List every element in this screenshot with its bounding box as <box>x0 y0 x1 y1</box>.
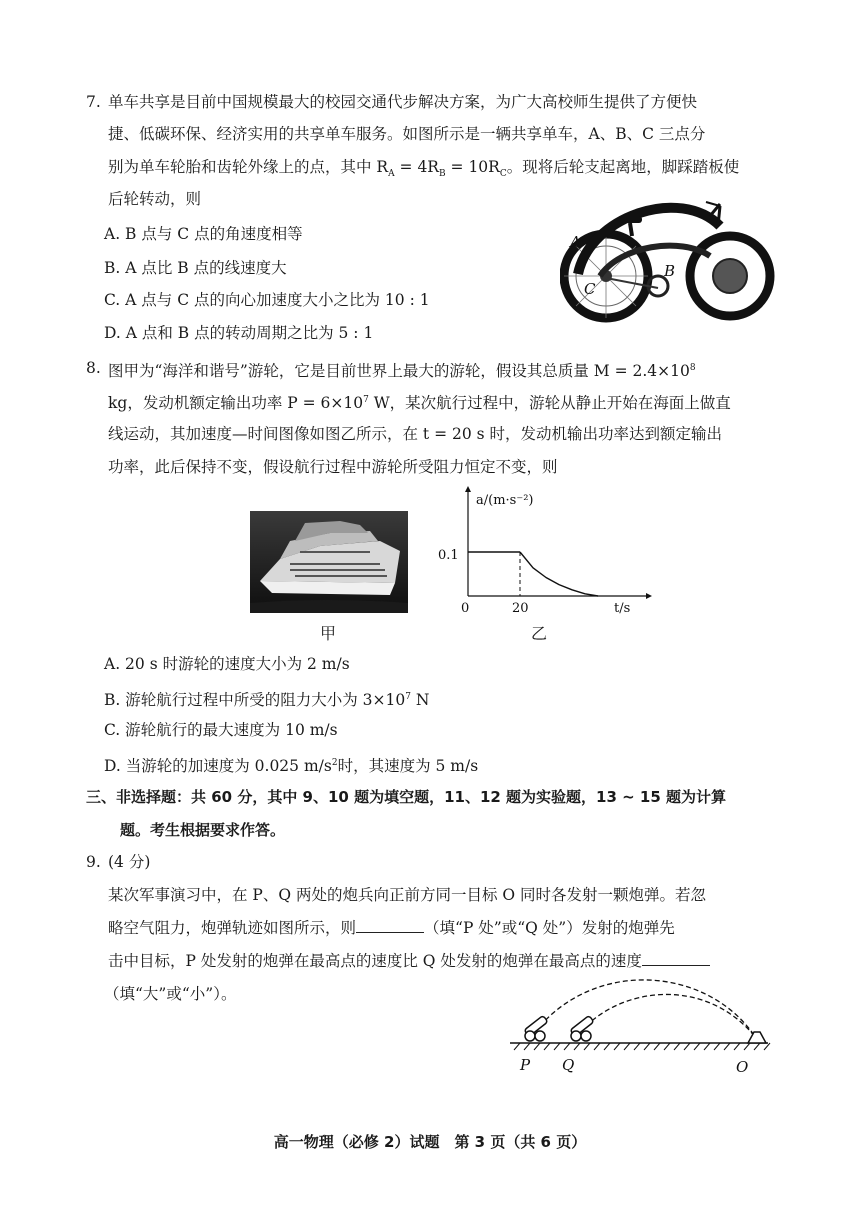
q8-line1-sup: 8 <box>689 363 696 373</box>
x-axis-label: t/s <box>614 601 631 616</box>
section3-heading-line2: 题。考生根据要求作答。 <box>120 821 286 839</box>
q7-text-line4: 后轮转动，则 <box>108 190 202 208</box>
y-axis-label: a/(m·s⁻²) <box>476 493 534 508</box>
q7-option-b: B. A 点比 B 点的线速度大 <box>104 259 287 277</box>
cannon-p-icon <box>524 1015 548 1041</box>
q8-option-b-text: B. 游轮航行过程中所受的阻力大小为 3×10 <box>104 691 406 710</box>
q8-number: 8. <box>86 359 101 377</box>
origin-label: 0 <box>461 601 470 616</box>
q8-option-b-tail: N <box>410 691 430 710</box>
q7-line3-part-d: 。现将后轮支起离地，脚踩踏板使 <box>506 158 740 176</box>
q7-sub-a: A <box>388 169 395 180</box>
q7-text-line3 <box>108 157 739 184</box>
q9-score: (4 分) <box>108 853 151 871</box>
q9-text-line1: 某次军事演习中，在 P、Q 两处的炮兵向正前方同一目标 O 同时各发射一颗炮弹。若忽 <box>108 886 707 904</box>
q8-line2-part-b: W，某次航行过程中，游轮从静止开始在海面上做直 <box>368 394 731 413</box>
q9-line2-part-a: 略空气阻力，炮弹轨迹如图所示，则 <box>108 919 357 937</box>
q8-option-d <box>104 753 478 776</box>
fig-b-caption: 乙 <box>531 624 548 643</box>
q7-line3-part-c: = 10R <box>445 158 500 176</box>
q8-option-d-tail: 时，其速度为 5 m/s <box>337 757 479 776</box>
q9-blank-1[interactable] <box>356 918 424 933</box>
x-axis-arrow <box>646 593 652 599</box>
projectile-figure <box>500 976 780 1076</box>
cruise-ship-photo <box>250 511 408 613</box>
q8-option-c: C. 游轮航行的最大速度为 10 m/s <box>104 721 338 739</box>
q8-option-a: A. 20 s 时游轮的速度大小为 2 m/s <box>104 655 350 673</box>
q9-blank-2[interactable] <box>642 951 710 966</box>
q9-text-line3 <box>108 951 710 971</box>
q8-line2-sup: 7 <box>363 395 369 405</box>
cannon-q-icon <box>570 1015 594 1041</box>
acceleration-time-chart <box>432 484 652 618</box>
label-p: P <box>520 1056 531 1074</box>
q8-option-b <box>104 687 429 710</box>
y-axis-arrow <box>465 486 471 492</box>
q8-line1-text: 图甲为“海洋和谐号”游轮，它是目前世界上最大的游轮，假设其总质量 M = 2.4×10 <box>108 362 690 381</box>
series-decreasing-acceleration <box>520 552 598 596</box>
target-o-icon <box>748 1032 766 1043</box>
q7-option-d: D. A 点和 B 点的转动周期之比为 5 : 1 <box>104 324 374 342</box>
q7-text-line2: 捷、低碳环保、经济实用的共享单车服务。如图所示是一辆共享单车，A、B、C 三点分 <box>108 125 706 143</box>
label-c: C <box>584 280 596 298</box>
q8-option-d-sup: 2 <box>331 758 338 768</box>
q9-number: 9. <box>86 853 101 871</box>
label-a: A <box>570 233 581 251</box>
page-footer: 高一物理（必修 2）试题 第 3 页（共 6 页） <box>273 1133 587 1151</box>
bicycle-figure <box>560 196 775 324</box>
q7-sub-b: B <box>438 169 446 180</box>
q8-text-line4: 功率，此后保持不变，假设航行过程中游轮所受阻力恒定不变，则 <box>108 458 558 476</box>
q8-option-b-sup: 7 <box>405 692 411 702</box>
q7-text-line1: 单车共享是目前中国规模最大的校园交通代步解决方案，为广大高校师生提供了方便快 <box>108 93 698 111</box>
q9-text-line2 <box>108 918 675 938</box>
label-o: O <box>736 1058 749 1076</box>
q7-sub-c: C <box>499 169 507 180</box>
label-q: Q <box>562 1056 575 1074</box>
q9-line3-text: 击中目标，P 处发射的炮弹在最高点的速度比 Q 处发射的炮弹在最高点的速度 <box>108 952 642 970</box>
label-b: B <box>664 262 676 280</box>
x-tick-label-20: 20 <box>512 601 529 616</box>
q9-text-line4: （填“大”或“小”）。 <box>104 985 237 1003</box>
q7-option-a: A. B 点与 C 点的角速度相等 <box>104 225 303 243</box>
q9-line2-part-b: （填“P 处”或“Q 处”）发射的炮弹先 <box>424 919 675 937</box>
q8-line2-part-a: kg，发动机额定输出功率 P = 6×10 <box>108 394 364 413</box>
q7-option-c: C. A 点与 C 点的向心加速度大小之比为 10 : 1 <box>104 291 430 309</box>
q8-text-line2 <box>108 390 731 413</box>
fig-a-caption: 甲 <box>320 624 337 643</box>
q8-option-d-text: D. 当游轮的加速度为 0.025 m/s <box>104 757 332 776</box>
q7-line3-part-a: 别为单车轮胎和齿轮外缘上的点，其中 R <box>108 158 389 176</box>
q7-number: 7. <box>86 93 101 111</box>
q8-text-line3: 线运动，其加速度—时间图像如图乙所示，在 t = 20 s 时，发动机输出功率达到额定输出 <box>108 425 723 443</box>
q7-line3-part-b: = 4R <box>394 158 439 176</box>
section3-heading-line1: 三、非选择题：共 60 分，其中 9、10 题为填空题，11、12 题为实验题，13 ~ 15 题为计算 <box>86 788 727 806</box>
y-tick-label-0-1: 0.1 <box>438 548 459 563</box>
q8-text-line1 <box>108 358 696 381</box>
